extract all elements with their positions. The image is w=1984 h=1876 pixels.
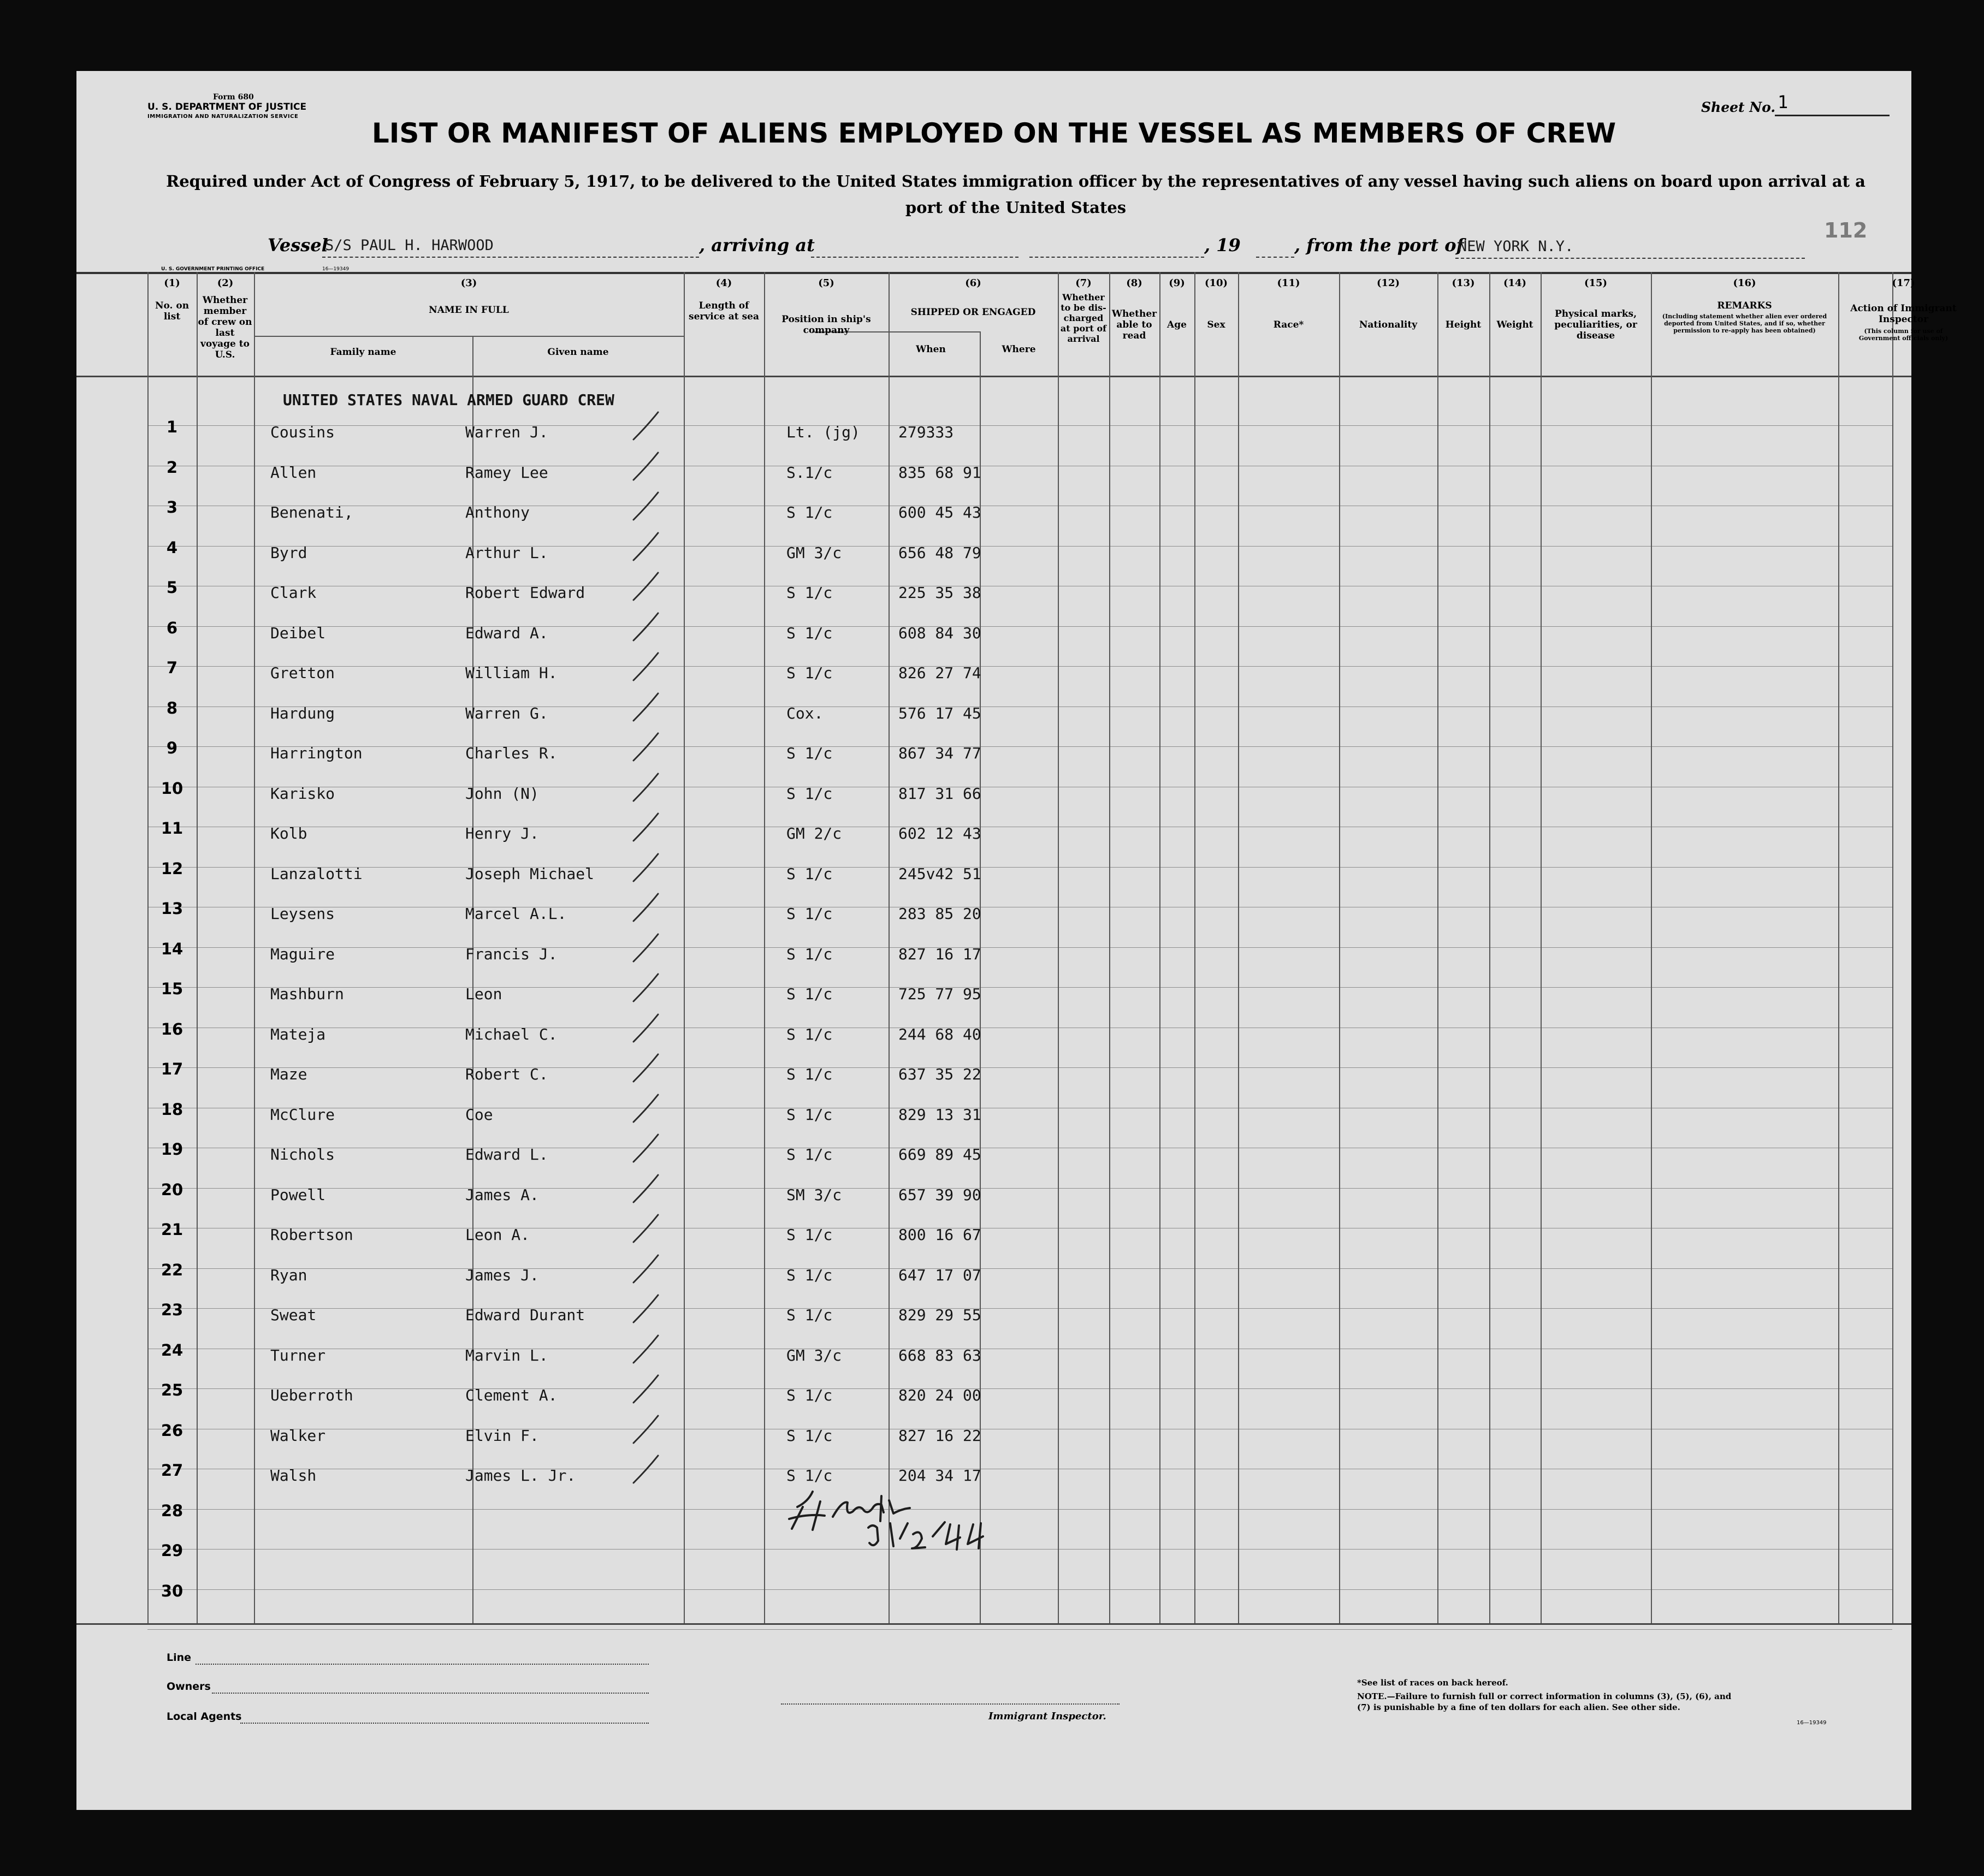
vessel-name: S/S PAUL H. HARWOOD: [325, 237, 494, 254]
family-name-cell: Gretton: [270, 664, 335, 682]
row-number: 14: [161, 940, 183, 958]
header-weight: Weight: [1496, 319, 1533, 330]
shipped-when-cell: 204 34 17: [898, 1467, 981, 1485]
manifest-sheet: [76, 71, 1957, 1810]
row-number: 19: [161, 1140, 183, 1159]
position-cell: S 1/c: [786, 905, 833, 923]
position-cell: GM 3/c: [786, 544, 842, 562]
given-name-cell: Michael C.: [465, 1025, 558, 1043]
inspector-signature-line: [781, 1703, 1120, 1705]
header-no-on-list: No. on list: [155, 300, 189, 322]
shipped-when-cell: 283 85 20: [898, 905, 981, 923]
check-mark: [633, 854, 658, 881]
header-nationality: Nationality: [1359, 319, 1418, 330]
shipped-when-cell: 637 35 22: [898, 1065, 981, 1083]
row-number: 13: [161, 899, 183, 918]
header-action-note: (This column for use of Government officials only): [1858, 328, 1949, 342]
header-able-to-read: Whether able to read: [1111, 308, 1157, 341]
row-number: 23: [161, 1301, 183, 1319]
position-cell: S 1/c: [786, 1427, 833, 1445]
family-name-cell: Hardung: [270, 704, 335, 722]
column-number: (11): [1277, 277, 1300, 289]
family-name-cell: Cousins: [270, 423, 335, 441]
position-cell: S.1/c: [786, 464, 833, 482]
header-physical-marks: Physical marks, peculiarities, or disease: [1554, 308, 1637, 341]
header-sex: Sex: [1207, 319, 1225, 330]
shipped-when-cell: 279333: [898, 423, 954, 441]
form-code: 16—19349: [1797, 1720, 1827, 1726]
given-name-cell: Edward L.: [465, 1145, 548, 1163]
row-number: 24: [161, 1341, 183, 1359]
family-name-cell: Kolb: [270, 824, 307, 842]
shipped-when-cell: 817 31 66: [898, 785, 981, 803]
check-mark: [633, 814, 658, 841]
family-name-cell: Powell: [270, 1186, 326, 1204]
header-given-name: Given name: [547, 347, 609, 358]
position-cell: S 1/c: [786, 985, 833, 1003]
column-number: (10): [1204, 277, 1228, 289]
column-number: (1): [164, 277, 180, 289]
given-name-cell: Charles R.: [465, 744, 558, 762]
column-number: (2): [217, 277, 234, 289]
family-name-cell: Nichols: [270, 1145, 335, 1163]
row-number: 15: [161, 979, 183, 998]
given-name-cell: Leon A.: [465, 1226, 530, 1244]
family-name-cell: Robertson: [270, 1226, 353, 1244]
row-number: 5: [166, 578, 178, 597]
family-name-cell: Walker: [270, 1427, 326, 1445]
given-name-cell: Elvin F.: [465, 1427, 539, 1445]
family-name-cell: Karisko: [270, 785, 335, 803]
position-cell: S 1/c: [786, 744, 833, 762]
row-number: 12: [161, 859, 183, 878]
given-name-cell: Robert Edward: [465, 584, 585, 602]
row-number: 6: [166, 619, 178, 637]
position-cell: S 1/c: [786, 945, 833, 963]
shipped-when-cell: 867 34 77: [898, 744, 981, 762]
column-number: (4): [715, 277, 732, 289]
row-number: 10: [161, 779, 183, 798]
family-name-cell: Turner: [270, 1346, 326, 1364]
row-number: 9: [166, 739, 178, 757]
shipped-when-cell: 657 39 90: [898, 1186, 981, 1204]
family-name-cell: Allen: [270, 464, 317, 482]
header-remarks: REMARKS: [1717, 300, 1772, 311]
sheet-number-value: 1: [1778, 92, 1788, 112]
arriving-at-label: , arriving at: [699, 235, 815, 256]
given-name-cell: James J.: [465, 1266, 539, 1284]
check-mark: [633, 693, 658, 721]
column-number: (8): [1126, 277, 1142, 289]
family-name-cell: Lanzalotti: [270, 865, 363, 883]
page-subtitle: Required under Act of Congress of February 5, 1917, to be delivered to the United States immigration officer by the representatives of any vessel having such aliens on board upon arrival at a port of the United States: [166, 172, 1865, 217]
column-number: (15): [1584, 277, 1608, 289]
check-mark: [633, 412, 658, 440]
position-cell: S 1/c: [786, 865, 833, 883]
shipped-when-cell: 820 24 00: [898, 1386, 981, 1404]
shipped-when-cell: 826 27 74: [898, 664, 981, 682]
family-name-cell: Walsh: [270, 1467, 317, 1485]
position-cell: S 1/c: [786, 1306, 833, 1324]
given-name-cell: Marcel A.L.: [465, 905, 567, 923]
shipped-when-cell: 225 35 38: [898, 584, 981, 602]
shipped-when-cell: 829 13 31: [898, 1106, 981, 1124]
section-heading: UNITED STATES NAVAL ARMED GUARD CREW: [283, 391, 614, 409]
position-cell: SM 3/c: [786, 1186, 842, 1204]
immigrant-inspector-label: Immigrant Inspector.: [988, 1711, 1106, 1722]
from-port-value: NEW YORK N.Y.: [1458, 238, 1574, 255]
check-mark: [633, 934, 658, 961]
stamped-page-number: 112: [1824, 218, 1868, 242]
row-number: 8: [166, 699, 178, 717]
header-action-inspector: Action of Immigrant Inspector: [1850, 303, 1957, 325]
given-name-cell: Edward Durant: [465, 1306, 585, 1324]
position-cell: S 1/c: [786, 503, 833, 521]
shipped-when-cell: 245v42 51: [898, 865, 981, 883]
shipped-when-cell: 602 12 43: [898, 824, 981, 842]
from-port-label: , from the port of: [1294, 235, 1464, 256]
shipped-when-cell: 725 77 95: [898, 985, 981, 1003]
header-length-of-service: Length of service at sea: [689, 300, 759, 322]
family-name-cell: McClure: [270, 1106, 335, 1124]
given-name-cell: Anthony: [465, 503, 530, 521]
shipped-when-cell: 668 83 63: [898, 1346, 981, 1364]
check-mark: [633, 1215, 658, 1242]
family-name-cell: Deibel: [270, 624, 326, 642]
position-cell: S 1/c: [786, 584, 833, 602]
row-number: 28: [161, 1501, 183, 1520]
check-mark: [633, 1135, 658, 1162]
given-name-cell: Arthur L.: [465, 544, 548, 562]
row-number: 26: [161, 1421, 183, 1440]
shipped-when-cell: 829 29 55: [898, 1306, 981, 1324]
position-cell: GM 3/c: [786, 1346, 842, 1364]
check-mark: [633, 1175, 658, 1202]
family-name-cell: Ueberroth: [270, 1386, 353, 1404]
row-number: 4: [166, 538, 178, 557]
position-cell: S 1/c: [786, 1467, 833, 1485]
position-cell: S 1/c: [786, 1226, 833, 1244]
footer-line-fill: [196, 1664, 649, 1665]
family-name-cell: Benenati,: [270, 503, 353, 521]
check-mark: [633, 492, 658, 520]
row-number: 11: [161, 819, 183, 838]
shipped-when-cell: 800 16 67: [898, 1226, 981, 1244]
check-mark: [633, 1014, 658, 1042]
footer-owners-label: Owners: [167, 1681, 211, 1693]
position-cell: S 1/c: [786, 1145, 833, 1163]
header-family-name: Family name: [330, 347, 396, 358]
footer-local-agents-label: Local Agents: [167, 1711, 242, 1723]
penalty-note: NOTE.—Failure to furnish full or correct information in columns (3), (5), (6), and (7) is punishable by a fine of ten dollars for each alien. See other side.: [1357, 1691, 1732, 1712]
family-name-cell: Mashburn: [270, 985, 344, 1003]
column-number: (14): [1503, 277, 1527, 289]
position-cell: Cox.: [786, 704, 824, 722]
given-name-cell: Warren J.: [465, 423, 548, 441]
shipped-when-cell: 576 17 45: [898, 704, 981, 722]
check-mark: [633, 533, 658, 560]
given-name-cell: Francis J.: [465, 945, 558, 963]
header-age: Age: [1167, 319, 1187, 330]
check-mark: [633, 974, 658, 1001]
given-name-cell: James A.: [465, 1186, 539, 1204]
check-mark: [633, 1375, 658, 1403]
header-height: Height: [1445, 319, 1482, 330]
header-shipped-engaged: SHIPPED OR ENGAGED: [910, 307, 1036, 318]
year-label: , 19: [1204, 235, 1241, 256]
check-mark: [633, 1335, 658, 1363]
given-name-cell: Coe: [465, 1106, 493, 1124]
row-number: 2: [166, 458, 178, 477]
sheet-number-label: Sheet No.: [1701, 99, 1776, 115]
given-name-cell: Leon: [465, 985, 502, 1003]
family-name-cell: Mateja: [270, 1025, 326, 1043]
column-number: (12): [1376, 277, 1400, 289]
column-number: (3): [460, 277, 477, 289]
check-mark: [633, 1255, 658, 1283]
family-name-cell: Maze: [270, 1065, 307, 1083]
row-number: 22: [161, 1261, 183, 1279]
header-position: Position in ship's company: [781, 314, 871, 336]
shipped-when-cell: 244 68 40: [898, 1025, 981, 1043]
row-number: 3: [166, 498, 178, 517]
position-cell: S 1/c: [786, 1025, 833, 1043]
page-title: LIST OR MANIFEST OF ALIENS EMPLOYED ON THE VESSEL AS MEMBERS OF CREW: [371, 117, 1616, 149]
vessel-label: Vessel: [268, 235, 328, 256]
shipped-when-cell: 647 17 07: [898, 1266, 981, 1284]
position-cell: S 1/c: [786, 785, 833, 803]
check-mark: [633, 1416, 658, 1443]
given-name-cell: Robert C.: [465, 1065, 548, 1083]
given-name-cell: Clement A.: [465, 1386, 558, 1404]
row-number: 7: [166, 658, 178, 677]
check-mark: [633, 1456, 658, 1483]
column-number: (6): [965, 277, 981, 289]
header-race: Race*: [1273, 319, 1304, 330]
header-whether-member: Whether member of crew on last voyage to U.S.: [198, 295, 252, 360]
shipped-when-cell: 656 48 79: [898, 544, 981, 562]
footer-owners-fill: [212, 1693, 649, 1694]
shipped-when-cell: 835 68 91: [898, 464, 981, 482]
column-number: (9): [1169, 277, 1185, 289]
column-number: (5): [818, 277, 834, 289]
check-mark: [633, 733, 658, 761]
header-when: When: [916, 344, 946, 355]
printing-office-imprint: U. S. GOVERNMENT PRINTING OFFICE: [161, 266, 265, 272]
row-number: 20: [161, 1180, 183, 1199]
given-name-cell: William H.: [465, 664, 558, 682]
row-number: 17: [161, 1060, 183, 1078]
check-mark: [633, 1054, 658, 1082]
column-number: (17): [1892, 277, 1915, 289]
shipped-when-cell: 669 89 45: [898, 1145, 981, 1163]
form-number: Form 680: [213, 93, 254, 102]
header-discharged: Whether to be dis-charged at port of arrival: [1060, 292, 1107, 344]
column-number: (13): [1452, 277, 1475, 289]
given-name-cell: James L. Jr.: [465, 1467, 576, 1485]
position-cell: S 1/c: [786, 1386, 833, 1404]
service-name: IMMIGRATION AND NATURALIZATION SERVICE: [147, 114, 299, 120]
position-cell: S 1/c: [786, 1266, 833, 1284]
check-mark: [633, 613, 658, 640]
family-name-cell: Sweat: [270, 1306, 317, 1324]
position-cell: GM 2/c: [786, 824, 842, 842]
given-name-cell: Ramey Lee: [465, 464, 548, 482]
family-name-cell: Leysens: [270, 905, 335, 923]
position-cell: Lt. (jg): [786, 423, 860, 441]
check-mark: [633, 1095, 658, 1122]
family-name-cell: Clark: [270, 584, 317, 602]
check-mark: [633, 894, 658, 921]
family-name-cell: Byrd: [270, 544, 307, 562]
footer-local-agents-fill: [240, 1723, 649, 1724]
given-name-cell: Warren G.: [465, 704, 548, 722]
row-number: 21: [161, 1220, 183, 1239]
family-name-cell: Maguire: [270, 945, 335, 963]
department-name: U. S. DEPARTMENT OF JUSTICE: [147, 102, 307, 112]
position-cell: S 1/c: [786, 1106, 833, 1124]
position-cell: S 1/c: [786, 624, 833, 642]
row-number: 25: [161, 1381, 183, 1399]
races-note: *See list of races on back hereof.: [1357, 1678, 1508, 1688]
printing-office-code: 16—19349: [322, 266, 350, 272]
row-number: 1: [166, 418, 178, 436]
check-mark: [633, 653, 658, 680]
column-number: (16): [1733, 277, 1756, 289]
family-name-cell: Ryan: [270, 1266, 307, 1284]
position-cell: S 1/c: [786, 1065, 833, 1083]
check-mark: [633, 774, 658, 801]
row-number: 30: [161, 1582, 183, 1600]
given-name-cell: Marvin L.: [465, 1346, 548, 1364]
row-number: 27: [161, 1461, 183, 1480]
family-name-cell: Harrington: [270, 744, 363, 762]
row-number: 29: [161, 1541, 183, 1560]
given-name-cell: Henry J.: [465, 824, 539, 842]
given-name-cell: Edward A.: [465, 624, 548, 642]
given-name-cell: John (N): [465, 785, 539, 803]
check-mark: [633, 1295, 658, 1322]
header-remarks-note: (Including statement whether alien ever ordered deported from United States, and if so, whether permission to re-apply has been obtained): [1662, 313, 1827, 334]
check-mark: [633, 453, 658, 480]
handwritten-signature: [786, 1469, 1059, 1578]
row-number: 16: [161, 1020, 183, 1038]
header-where: Where: [1002, 344, 1036, 355]
row-number: 18: [161, 1100, 183, 1119]
footer-line-label: Line: [167, 1652, 192, 1664]
shipped-when-cell: 827 16 17: [898, 945, 981, 963]
check-mark: [633, 573, 658, 600]
shipped-when-cell: 827 16 22: [898, 1427, 981, 1445]
shipped-when-cell: 600 45 43: [898, 503, 981, 521]
header-name-in-full: NAME IN FULL: [429, 305, 509, 316]
position-cell: S 1/c: [786, 664, 833, 682]
column-number: (7): [1075, 277, 1092, 289]
given-name-cell: Joseph Michael: [465, 865, 595, 883]
shipped-when-cell: 608 84 30: [898, 624, 981, 642]
